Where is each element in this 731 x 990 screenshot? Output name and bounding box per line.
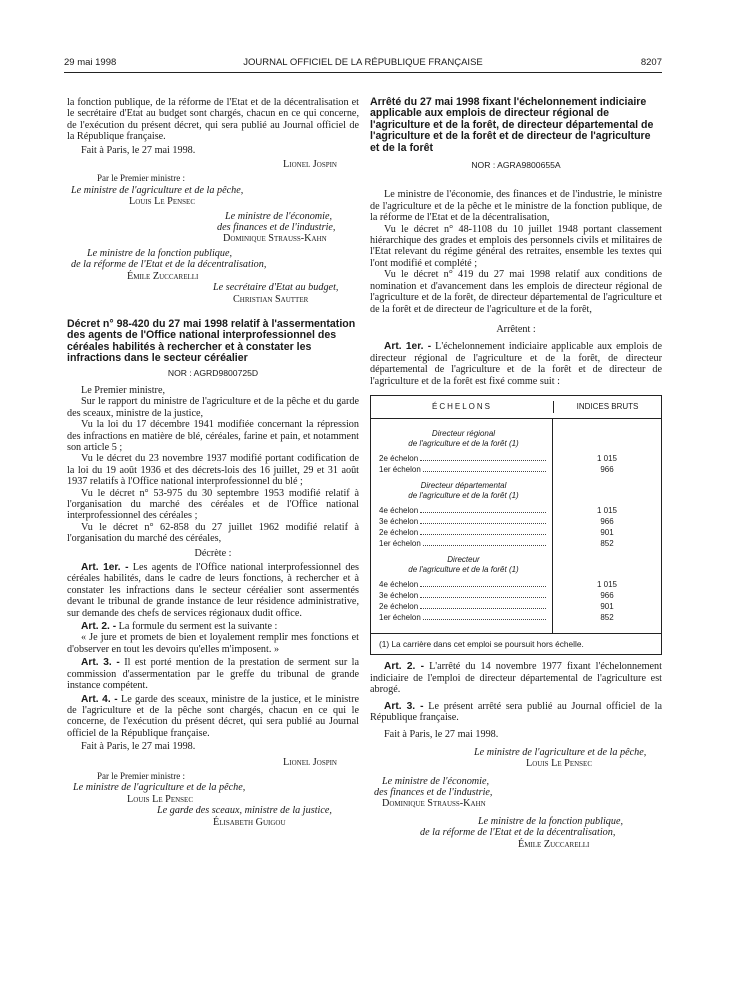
visa-paragraph: Vu le décret n° 62-858 du 27 juillet 1962 modifié relatif à l'organisation du marché des céréales,	[67, 521, 359, 545]
header-page-number: 8207	[640, 57, 662, 68]
echelons-table	[370, 395, 662, 655]
table-footnote: (1) La carrière dans cet emploi se poursuit hors échelle.	[371, 633, 661, 654]
article-2	[370, 661, 662, 695]
preamble-paragraph: Le ministre de l'économie, des finances et de l'industrie, le ministre de l'agriculture et de la pêche et le ministre de la fonction publique, de la réforme de l'Etat et de la décentralisation,	[370, 189, 662, 224]
sig-agri-name-2: Louis Le Pensec	[127, 793, 193, 805]
oath-text: « Je jure et promets de bien et loyalement remplir mes fonctions et d'observer en tout les devoirs qu'elles m'imposent. »	[67, 632, 359, 655]
sig-eco-name: Dominique Strauss-Kahn	[223, 233, 327, 245]
article-label: Art. 2. -	[81, 621, 117, 633]
column-header-indices: INDICES BRUTS	[576, 402, 639, 412]
visa-paragraph: Vu la loi du 17 décembre 1941 modifiée concernant la répression des infractions en matière de blé, céréales, farine et pain, et notamment son article 5 ;	[67, 419, 359, 453]
table-row	[379, 579, 548, 590]
echelon-label: 2e échelon	[379, 453, 419, 463]
article-2	[67, 621, 359, 632]
indice-value: 852	[600, 538, 614, 548]
sig-eco-title-1: Le ministre de l'économie,	[225, 210, 333, 222]
article-label: Art. 1er. -	[81, 562, 129, 574]
signature-pm: Lionel Jospin	[283, 159, 337, 171]
echelon-label: 2e échelon	[379, 601, 419, 611]
article-4	[67, 694, 359, 740]
group-title: Directeur	[447, 554, 480, 564]
table-row	[379, 527, 548, 538]
article-label: Art. 1er. -	[384, 341, 432, 353]
sig-justice-name: Élisabeth Guigou	[213, 816, 286, 828]
right-column	[370, 97, 662, 850]
article-label: Art. 3. -	[81, 657, 120, 669]
sig-justice-title: Le garde des sceaux, ministre de la justice,	[157, 805, 332, 817]
indice-value: 1 015	[596, 505, 618, 515]
arretent: Arrêtent :	[496, 323, 536, 335]
fait-line: Fait à Paris, le 27 mai 1998.	[384, 729, 499, 741]
indice-value: 966	[600, 590, 614, 600]
visa-paragraph: Vu le décret du 23 novembre 1937 modifié portant codification de la loi du 19 août 1936 et des décrets-lois des 16 juillet, 29 et 31 août 1937 relatifs à l'Office national interprofessionnel du blé ;	[67, 453, 359, 488]
group-subtitle: de l'agriculture et de la forêt (1)	[408, 564, 519, 574]
table-row	[379, 453, 548, 464]
sig-agri-title: Le ministre de l'agriculture et de la pêche,	[474, 746, 647, 758]
article-text: La formule du serment est la suivante :	[116, 621, 278, 633]
indice-value: 901	[600, 527, 614, 537]
preamble-paragraph: Vu le décret n° 419 du 27 mai 1998 relatif aux conditions de nomination et d'avancement dans les emplois de directeur régional de l'agriculture et de la forêt, de directeur départemental de l'agriculture et de la forêt et de directeur de l'agriculture et de la forêt,	[370, 269, 662, 315]
group-subtitle: de l'agriculture et de la forêt (1)	[408, 490, 519, 500]
article-text: Les agents de l'Office national interprofessionnel des céréales habilités, dans le cadre de leurs fonctions, à rechercher et à constater les infractions dans le secteur céréalier sont assermentés devant le tribunal de grande instance de leur résidence administrative, sur demande des chefs de services régionaux dudit office.	[67, 562, 359, 619]
fait-line: Fait à Paris, le 27 mai 1998.	[81, 144, 196, 156]
arrete-nor: NOR : AGRA9800655A	[471, 160, 561, 171]
sig-agri-name: Louis Le Pensec	[129, 196, 195, 208]
sig-fp-name: Émile Zuccarelli	[518, 838, 590, 850]
header-rule	[64, 72, 662, 73]
article-1	[370, 341, 662, 387]
echelon-label: 4e échelon	[379, 579, 419, 589]
sig-eco-title-2: des finances et de l'industrie,	[374, 787, 493, 798]
sig-fp-title-2: de la réforme de l'Etat et de la décentralisation,	[420, 827, 616, 839]
sig-fp-title-1: Le ministre de la fonction publique,	[87, 247, 233, 259]
article-text: L'arrêté du 14 novembre 1977 fixant l'échelonnement indiciaire de l'emploi de directeur départemental de l'agriculture est abrogé.	[370, 661, 662, 696]
group-heading	[379, 555, 548, 575]
visa-paragraph: Vu le décret n° 53-975 du 30 septembre 1953 modifié relatif à l'organisation du marché des céréales et de l'Office national interprofessionnel des céréales ;	[67, 487, 359, 522]
indice-value: 1 015	[596, 453, 618, 463]
sig-fp-name: Émile Zuccarelli	[127, 270, 199, 282]
continued-paragraph: la fonction publique, de la réforme de l'Etat et de la décentralisation et le secrétaire d'Etat au budget sont chargés, chacun en ce qui concerne, de l'exécution du présent décret, qui sera publié au Journal officiel de la République française.	[67, 97, 359, 143]
table-header	[371, 396, 661, 419]
indice-value: 966	[600, 464, 614, 474]
table-row	[379, 538, 548, 549]
article-label: Art. 3. -	[384, 700, 424, 712]
signature-pm-2: Lionel Jospin	[283, 756, 337, 768]
group-heading	[379, 481, 548, 501]
preamble-paragraph: Vu le décret n° 48-1108 du 10 juillet 1948 portant classement hiérarchique des grades et emplois des personnels civils et militaires de l'Etat relevant du régime général des retraites, ensemble les textes qui l'ont modifié et complété ;	[370, 223, 662, 269]
article-label: Art. 2. -	[384, 661, 425, 673]
decrete: Décrète :	[194, 547, 232, 559]
sig-agri-title-2: Le ministre de l'agriculture et de la pêche,	[73, 782, 246, 794]
echelon-label: 1er échelon	[379, 464, 421, 474]
article-text: Il est porté mention de la prestation de serment sur la commission d'assermentation par le greffe du tribunal de grande instance compétent.	[67, 657, 359, 692]
echelon-label: 4e échelon	[379, 505, 419, 515]
echelon-label: 3e échelon	[379, 516, 419, 526]
echelons-column	[371, 419, 553, 633]
sig-fp-title-1: Le ministre de la fonction publique,	[478, 815, 624, 827]
article-text: L'échelonnement indiciaire applicable aux emplois de directeur régional de l'agriculture et de la forêt, de directeur départemental de l'agriculture et de la forêt et de directeur de l'agriculture et de la forêt est fixé comme suit :	[370, 341, 662, 387]
table-row	[379, 612, 548, 623]
echelon-label: 3e échelon	[379, 590, 419, 600]
par-premier-ministre-2: Par le Premier ministre :	[97, 770, 185, 781]
sig-budget-title: Le secrétaire d'Etat au budget,	[213, 282, 339, 294]
indice-value: 901	[600, 601, 614, 611]
article-3	[67, 657, 359, 691]
sig-budget-name: Christian Sautter	[233, 293, 309, 305]
table-body	[371, 419, 661, 633]
sig-eco-title-2: des finances et de l'industrie,	[217, 222, 336, 234]
sig-agri-name: Louis Le Pensec	[526, 758, 592, 770]
table-row	[379, 601, 548, 612]
article-label: Art. 4. -	[81, 693, 118, 705]
group-heading	[379, 429, 548, 449]
table-row	[379, 505, 548, 516]
indice-value: 966	[600, 516, 614, 526]
article-1	[67, 562, 359, 619]
header-journal-title: JOURNAL OFFICIEL DE LA RÉPUBLIQUE FRANÇAISE	[243, 57, 483, 68]
indice-value: 1 015	[596, 579, 618, 589]
sig-fp-title-2: de la réforme de l'Etat et de la décentralisation,	[71, 259, 267, 271]
visa-paragraph: Sur le rapport du ministre de l'agriculture et de la pêche et du garde des sceaux, ministre de la justice,	[67, 396, 359, 419]
sig-eco-title-1: Le ministre de l'économie,	[382, 775, 490, 787]
sig-agri-title: Le ministre de l'agriculture et de la pêche,	[71, 184, 244, 196]
article-text: Le présent arrêté sera publié au Journal officiel de la République française.	[370, 700, 662, 723]
table-row	[379, 464, 548, 475]
premier-ministre: Le Premier ministre,	[81, 384, 166, 396]
fait-line-2: Fait à Paris, le 27 mai 1998.	[81, 741, 196, 753]
indices-column	[553, 419, 661, 633]
column-header-echelons: ÉCHELONS	[371, 401, 554, 412]
decree-nor: NOR : AGRD9800725D	[167, 367, 259, 378]
indice-value: 852	[600, 612, 614, 622]
echelon-label: 2e échelon	[379, 527, 419, 537]
page-header	[64, 57, 662, 71]
sig-eco-name: Dominique Strauss-Kahn	[382, 798, 486, 810]
decree-title: Décret n° 98-420 du 27 mai 1998 relatif à l'assermentation des agents de l'Office national interprofessionnel des céréales habilités à rechercher et à constater les infractions dans le secteur céréalier	[67, 317, 356, 365]
table-row	[379, 516, 548, 527]
arrete-title: Arrêté du 27 mai 1998 fixant l'échelonnement indiciaire applicable aux emplois de directeur régional de l'agriculture et de la forêt, de directeur départemental de l'agriculture et de la forêt et de directeur de l'agriculture et de la forêt	[370, 96, 654, 154]
header-date: 29 mai 1998	[64, 57, 117, 68]
article-text: Le garde des sceaux, ministre de la justice, et le ministre de l'agriculture et de la pêche sont chargés, chacun en ce qui le concerne, de l'exécution du présent décret, qui sera publié au Journal officiel de la République française.	[67, 693, 359, 739]
echelon-label: 1er échelon	[379, 538, 421, 548]
echelon-label: 1er échelon	[379, 612, 421, 622]
left-column	[67, 97, 359, 828]
group-subtitle: de l'agriculture et de la forêt (1)	[408, 438, 519, 448]
group-title: Directeur régional	[431, 428, 496, 438]
par-premier-ministre: Par le Premier ministre :	[97, 173, 185, 184]
article-3	[370, 701, 662, 724]
group-title: Directeur départemental	[420, 480, 507, 490]
table-row	[379, 590, 548, 601]
